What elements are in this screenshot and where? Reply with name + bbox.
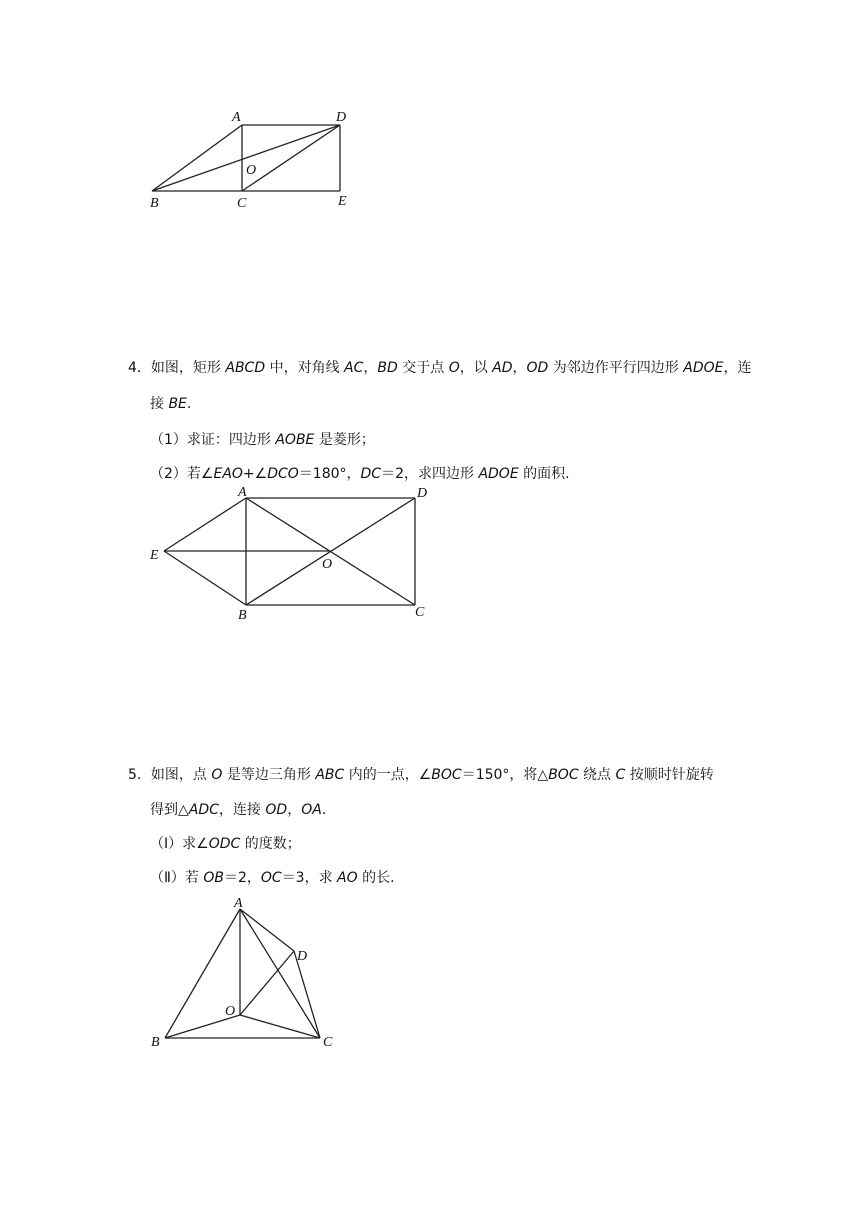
q5-fig-label-D: D [297, 949, 308, 964]
text-run: 按顺时针旋转 [625, 767, 714, 783]
math-variable: DC [360, 466, 382, 482]
seg-EB [164, 551, 246, 605]
text-run: 是菱形； [314, 432, 375, 448]
q4-part-1 [150, 430, 375, 450]
math-variable: ADOE [683, 360, 724, 376]
math-variable: BE [168, 396, 187, 412]
seg-BD [152, 125, 340, 191]
math-variable: AD [492, 360, 513, 376]
text-run: . [186, 396, 192, 412]
text-run: ＝2，求四边形 [381, 466, 479, 482]
fig1-label-B: B [150, 196, 159, 211]
fig1-label-D: D [336, 110, 347, 125]
text-run: 的度数； [240, 836, 301, 852]
q5-part-2-text [150, 870, 395, 886]
q5-fig-label-B: B [151, 1035, 160, 1050]
q4-number: 4． [128, 360, 151, 376]
q5-part-1-text [150, 836, 301, 852]
text-run: +∠ [242, 466, 268, 482]
math-variable: C [615, 767, 626, 783]
text-run: 交于点 [397, 360, 449, 376]
math-variable: OD [526, 360, 549, 376]
seg-AD [240, 909, 294, 951]
math-variable: OA [301, 802, 322, 818]
figure-1 [0, 0, 860, 230]
math-variable: ABCD [225, 360, 266, 376]
q5-fig-label-O: O [225, 1004, 236, 1019]
math-variable: DCO [267, 466, 299, 482]
math-variable: OB [203, 870, 224, 886]
text-run: ＝180°， [298, 466, 361, 482]
math-variable: AC [344, 360, 364, 376]
math-variable: O [448, 360, 460, 376]
q4-fig-label-D: D [417, 486, 428, 501]
text-run: 内的一点，∠ [344, 767, 432, 783]
q4-part-1-text [150, 432, 375, 448]
seg-CD [242, 125, 340, 191]
math-variable: OC [260, 870, 282, 886]
text-run: ， [287, 802, 302, 818]
text-run: （Ⅱ）若 [150, 870, 204, 886]
seg-EA [164, 498, 246, 551]
text-run: ＝2， [223, 870, 261, 886]
text-run: ，连 [723, 360, 752, 376]
q4-fig-label-O: O [322, 557, 333, 572]
q5-line-2 [150, 800, 326, 820]
fig1-label-O: O [246, 163, 257, 178]
text-run: ，以 [459, 360, 493, 376]
text-run: 如图，矩形 [150, 360, 226, 376]
math-variable: ADOE [478, 466, 519, 482]
math-variable: BOC [431, 767, 462, 783]
q4-fig-label-A: A [238, 485, 247, 500]
fig1-label-C: C [237, 196, 247, 211]
text-run: 中，对角线 [265, 360, 345, 376]
math-variable: O [211, 767, 223, 783]
text-run: . [321, 802, 327, 818]
math-variable: OD [265, 802, 288, 818]
text-run: 为邻边作平行四边形 [548, 360, 684, 376]
text-run: 接 [150, 396, 169, 412]
text-run: 的面积. [518, 466, 570, 482]
q5-part-2 [150, 868, 395, 888]
q4-fig-label-E: E [150, 548, 159, 563]
text-run: ＝150°，将△ [461, 767, 549, 783]
fig1-label-E: E [338, 194, 347, 209]
fig1-label-A: A [232, 110, 241, 125]
math-variable: BOC [548, 767, 579, 783]
figure-q5 [0, 890, 860, 1060]
text-run: ，连接 [218, 802, 266, 818]
q4-fig-label-C: C [415, 605, 425, 620]
q5-line-1 [128, 765, 714, 785]
text-run: （Ⅰ）求∠ [150, 836, 209, 852]
q4-line-2 [150, 394, 191, 414]
q4-line-2-text [150, 396, 191, 412]
text-run: ＝3，求 [281, 870, 338, 886]
text-run: （1）求证：四边形 [150, 432, 276, 448]
q5-line-1-text [151, 767, 714, 783]
math-variable: ABC [315, 767, 345, 783]
q5-line-2-text [150, 802, 326, 818]
math-variable: AO [337, 870, 358, 886]
figure-q4 [0, 480, 860, 630]
seg-BA [152, 125, 242, 191]
seg-DC [294, 951, 320, 1038]
text-run: 绕点 [578, 767, 616, 783]
q5-fig-label-C: C [323, 1035, 333, 1050]
math-variable: BD [377, 360, 398, 376]
math-variable: ADC [188, 802, 219, 818]
text-run: 是等边三角形 [222, 767, 316, 783]
text-run: 如图，点 [150, 767, 212, 783]
q5-fig-label-A: A [234, 896, 243, 911]
q5-part-1 [150, 834, 301, 854]
math-variable: AOBE [275, 432, 315, 448]
math-variable: EAO [213, 466, 243, 482]
q4-line-1-text [151, 360, 752, 376]
text-run: （2）若∠ [150, 466, 214, 482]
q4-line-1 [128, 358, 751, 378]
text-run: ， [363, 360, 378, 376]
text-run: 的长. [357, 870, 395, 886]
text-run: ， [512, 360, 527, 376]
math-variable: ODC [208, 836, 241, 852]
q4-fig-label-B: B [238, 608, 247, 623]
q5-number: 5． [128, 767, 151, 783]
text-run: 得到△ [150, 802, 189, 818]
